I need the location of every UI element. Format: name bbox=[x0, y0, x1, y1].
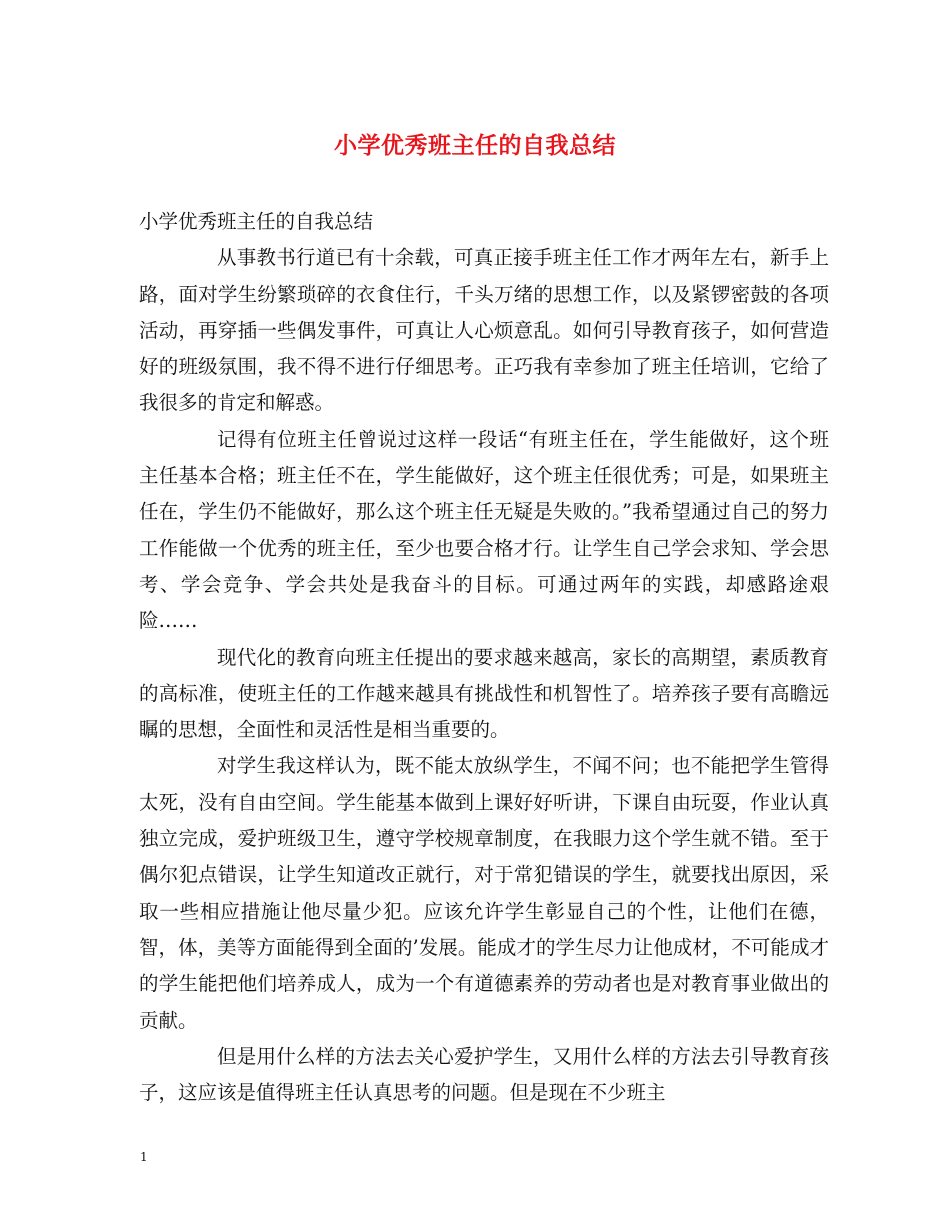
paragraph-2: 记得有位班主任曾说过这样一段话“有班主任在，学生能做好，这个班主任基本合格；班主任不在，学生能做好，这个班主任很优秀；可是，如果班主任在，学生仍不能做好，那么这个班主任无疑是失败的。”我希望通过自己的努力工作能做一个优秀的班主任，至少也要合格才行。让学生自己学会求知、学会思考、学会竞争、学会共处是我奋斗的目标。可通过两年的实践，却感路途艰险…… bbox=[139, 427, 829, 633]
document-subtitle: 小学优秀班主任的自我总结 bbox=[139, 210, 374, 233]
paragraph-3: 现代化的教育向班主任提出的要求越来越高，家长的高期望，素质教育的高标准，使班主任的工作越来越具有挑战性和机智性了。培养孩子要有高瞻远瞩的思想，全面性和灵活性是相当重要的。 bbox=[139, 645, 829, 742]
paragraph-1: 从事教书行道已有十余载，可真正接手班主任工作才两年左右，新手上路，面对学生纷繁琐碎的衣食住行，千头万绪的思想工作，以及紧锣密鼓的各项活动，再穿插一些偶发事件，可真让人心烦意乱。如何引导教育孩子，如何营造好的班级氛围，我不得不进行仔细思考。正巧我有幸参加了班主任培训，它给了我很多的肯定和解惑。 bbox=[139, 246, 829, 415]
paragraph-4: 对学生我这样认为，既不能太放纵学生，不闻不问；也不能把学生管得太死，没有自由空间。学生能基本做到上课好好听讲，下课自由玩耍，作业认真独立完成，爱护班级卫生，遵守学校规章制度，在我眼力这个学生就不错。至于偶尔犯点错误，让学生知道改正就行，对于常犯错误的学生，就要找出原因，采取一些相应措施让他尽量少犯。应该允许学生彰显自己的个性，让他们在德，智，体，美等方面能得到全面的’发展。能成才的学生尽力让他成材，不可能成才的学生能把他们培养成人，成为一个有道德素养的劳动者也是对教育事业做出的贡献。 bbox=[139, 754, 829, 1032]
paragraph-5: 但是用什么样的方法去关心爱护学生，又用什么样的方法去引导教育孩子，这应该是值得班主任认真思考的问题。但是现在不少班主 bbox=[139, 1044, 829, 1105]
document-title: 小学优秀班主任的自我总结 bbox=[334, 132, 616, 159]
page-number: 1 bbox=[140, 1150, 148, 1164]
document-body bbox=[139, 204, 829, 1111]
